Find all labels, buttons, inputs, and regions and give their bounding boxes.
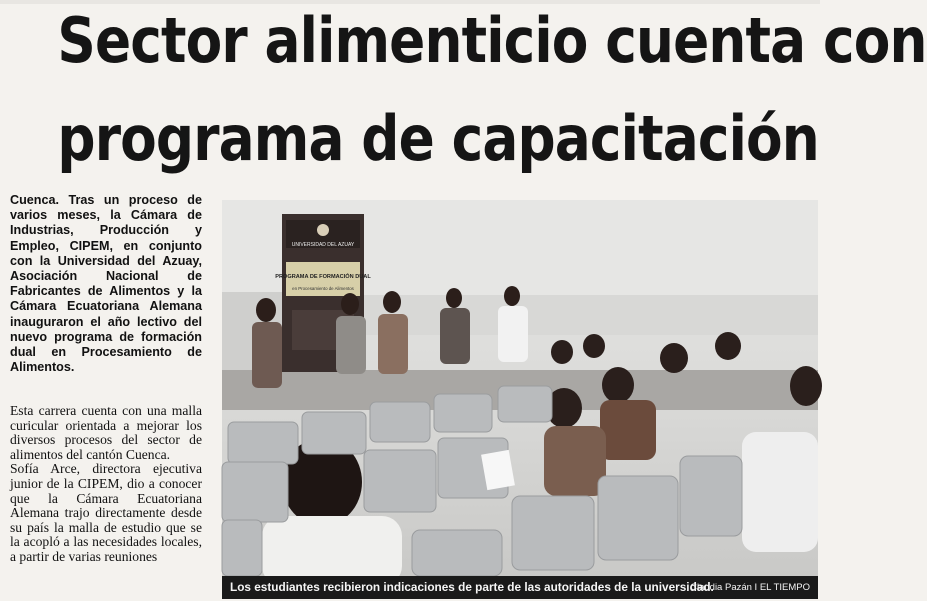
caption-text: Los estudiantes recibieron indicaciones de parte de las autoridades de la universidad.: [230, 580, 714, 594]
photo-illustration: [222, 200, 818, 576]
photo-credit: Claudia Pazán I EL TIEMPO: [690, 582, 810, 593]
article-photo: [222, 200, 818, 576]
banner-program: PROGRAMA DE FORMACIÓN DUAL: [275, 274, 371, 280]
headline-line-1: Sector alimenticio cuenta con: [57, 4, 927, 77]
article-body: [10, 404, 202, 600]
body-paragraph-1: Esta carrera cuenta con una malla curicular orientada a mejorar los diversos procesos del sector de alimentos del cantón Cuenca.: [10, 403, 202, 462]
lead-paragraph: Cuenca. Tras un proceso de varios meses, la Cámara de Industrias, Producción y Empleo, CIPEM, en conjunto con la Universidad del Azuay, Asociación Nacional de Fabricantes de Alimentos y la Cámara Ecuatoriana Alemana inauguraron el año lectivo del nuevo programa de formación dual en Procesamiento de Alimentos.: [10, 193, 202, 375]
banner-subtitle: en Procesamiento de Alimentos: [292, 286, 354, 291]
banner-university: UNIVERSIDAD DEL AZUAY: [291, 242, 355, 248]
body-paragraph-2: Sofía Arce, directora ejecutiva junior de la CIPEM, dio a conocer que la Cámara Ecuatoriana Alemana trajo directamente desde su país la malla de estudio que se la acopló a las necesidades locales, a partir de varias reuniones: [10, 461, 202, 564]
headline-line-2: programa de capacitación: [57, 102, 819, 175]
photo-caption: [222, 576, 818, 599]
